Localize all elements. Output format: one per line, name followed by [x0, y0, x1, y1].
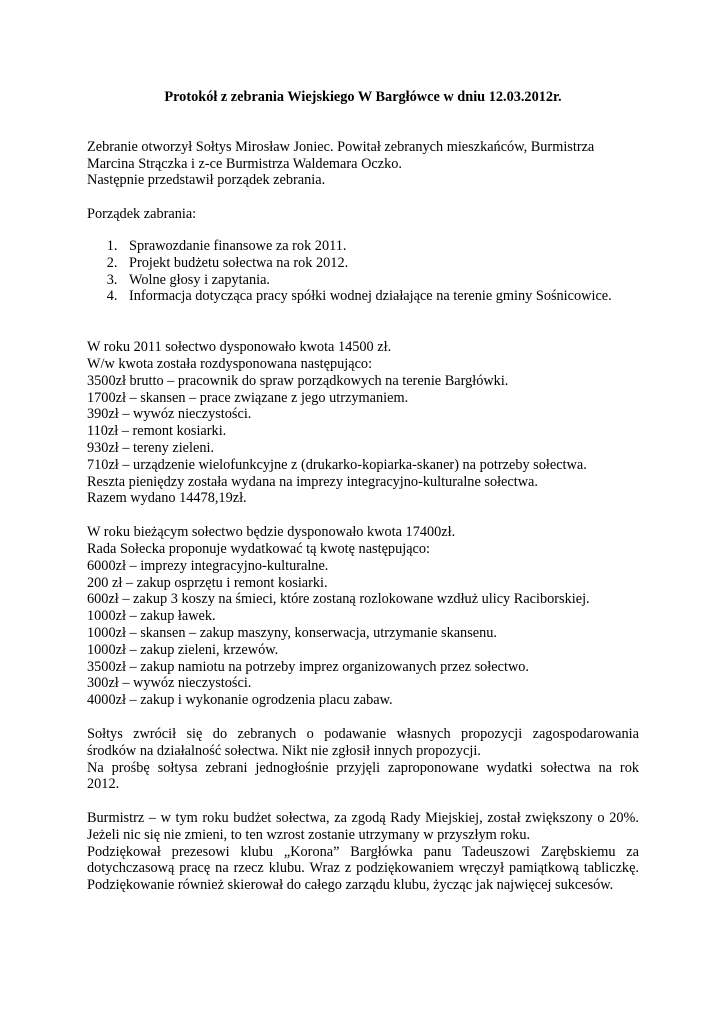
proposals-line: 2012.: [87, 776, 120, 793]
report-line: 930zł – tereny zieleni.: [87, 439, 215, 456]
agenda-list: [87, 238, 639, 305]
report-line: Razem wydano 14478,19zł.: [87, 490, 247, 507]
report-line: W/w kwota została rozdysponowana następująco:: [87, 355, 373, 372]
mayor-line: Podziękował prezesowi klubu „Korona” Bargłówka panu Tadeuszowi Zarębskiemu za: [87, 843, 639, 860]
plan-line: 4000zł – zakup i wykonanie ogrodzenia placu zabaw.: [87, 692, 393, 709]
agenda-item: 3. Wolne głosy i zapytania.: [121, 272, 639, 289]
report-line: 110zł – remont kosiarki.: [87, 423, 227, 440]
plan-line: 6000zł – imprezy integracyjno-kulturalne.: [87, 557, 329, 574]
agenda-label: Porządek zabrania:: [87, 206, 197, 223]
report-line: 710zł – urządzenie wielofunkcyjne z (drukarko-kopiarka-skaner) na potrzeby sołectwa.: [87, 456, 587, 473]
document-title: Protokół z zebrania Wiejskiego W Bargłówce w dniu 12.03.2012r.: [164, 89, 562, 105]
plan-line: 1000zł – zakup zieleni, krzewów.: [87, 641, 279, 658]
mayor-paragraph: [87, 810, 639, 894]
proposals-line: Na prośbę sołtysa zebrani jednogłośnie przyjęli zaproponowane wydatki sołectwa na rok: [87, 759, 639, 776]
report-2011: [87, 339, 639, 507]
report-line: Reszta pieniędzy została wydana na imprezy integracyjno-kulturalne sołectwa.: [87, 473, 538, 490]
plan-line: 1000zł – skansen – zakup maszyny, konserwacja, utrzymanie skansenu.: [87, 624, 497, 641]
intro-line: Następnie przedstawił porządek zebrania.: [87, 172, 326, 189]
mayor-line: Jeżeli nic się nie zmieni, to ten wzrost zostanie utrzymany w przyszłym roku.: [87, 826, 531, 843]
report-line: 390zł – wywóz nieczystości.: [87, 406, 252, 423]
agenda-item: 4. Informacja dotycząca pracy spółki wodnej działające na terenie gminy Sośnicowice.: [121, 288, 639, 305]
document-body: [87, 89, 639, 894]
proposals-line: Sołtys zwrócił się do zebranych o podawanie własnych propozycji zagospodarowania: [87, 725, 639, 742]
agenda-item: 2. Projekt budżetu sołectwa na rok 2012.: [121, 255, 639, 272]
plan-line: Rada Sołecka proponuje wydatkować tą kwotę następująco:: [87, 540, 431, 557]
plan-line: 600zł – zakup 3 koszy na śmieci, które zostaną rozlokowane wzdłuż ulicy Raciborskiej.: [87, 591, 590, 608]
proposals-line: środków na działalność sołectwa. Nikt nie zgłosił innych propozycji.: [87, 742, 481, 759]
plan-line: 3500zł – zakup namiotu na potrzeby imprez organizowanych przez sołectwo.: [87, 658, 529, 675]
plan-line: 1000zł – zakup ławek.: [87, 608, 216, 625]
mayor-line: dotychczasową pracę na rzecz klubu. Wraz z podziękowaniem wręczył pamiątkową tabliczkę.: [87, 860, 639, 877]
intro-line: Zebranie otworzył Sołtys Mirosław Joniec. Powitał zebranych mieszkańców, Burmistrza: [87, 138, 595, 155]
plan-line: 200 zł – zakup osprzętu i remont kosiarki.: [87, 574, 328, 591]
proposals-paragraph: [87, 726, 639, 793]
agenda-item: 1. Sprawozdanie finansowe za rok 2011.: [121, 238, 639, 255]
intro-paragraph: [87, 139, 639, 189]
report-line: 3500zł brutto – pracownik do spraw porządkowych na terenie Bargłówki.: [87, 372, 509, 389]
mayor-line: Burmistrz – w tym roku budżet sołectwa, za zgodą Rady Miejskiej, został zwiększony o 20%.: [87, 810, 639, 827]
report-line: 1700zł – skansen – prace związane z jego utrzymaniem.: [87, 389, 409, 406]
plan-line: W roku bieżącym sołectwo będzie dysponowało kwota 17400zł.: [87, 524, 456, 541]
plan-line: 300zł – wywóz nieczystości.: [87, 675, 252, 692]
report-line: W roku 2011 sołectwo dysponowało kwota 14500 zł.: [87, 339, 392, 356]
intro-line: Marcina Strączka i z-ce Burmistrza Waldemara Oczko.: [87, 155, 402, 172]
plan-2012: [87, 524, 639, 709]
mayor-line: Podziękowanie również skierował do całego zarządu klubu, życząc jak najwięcej sukcesów.: [87, 877, 614, 894]
